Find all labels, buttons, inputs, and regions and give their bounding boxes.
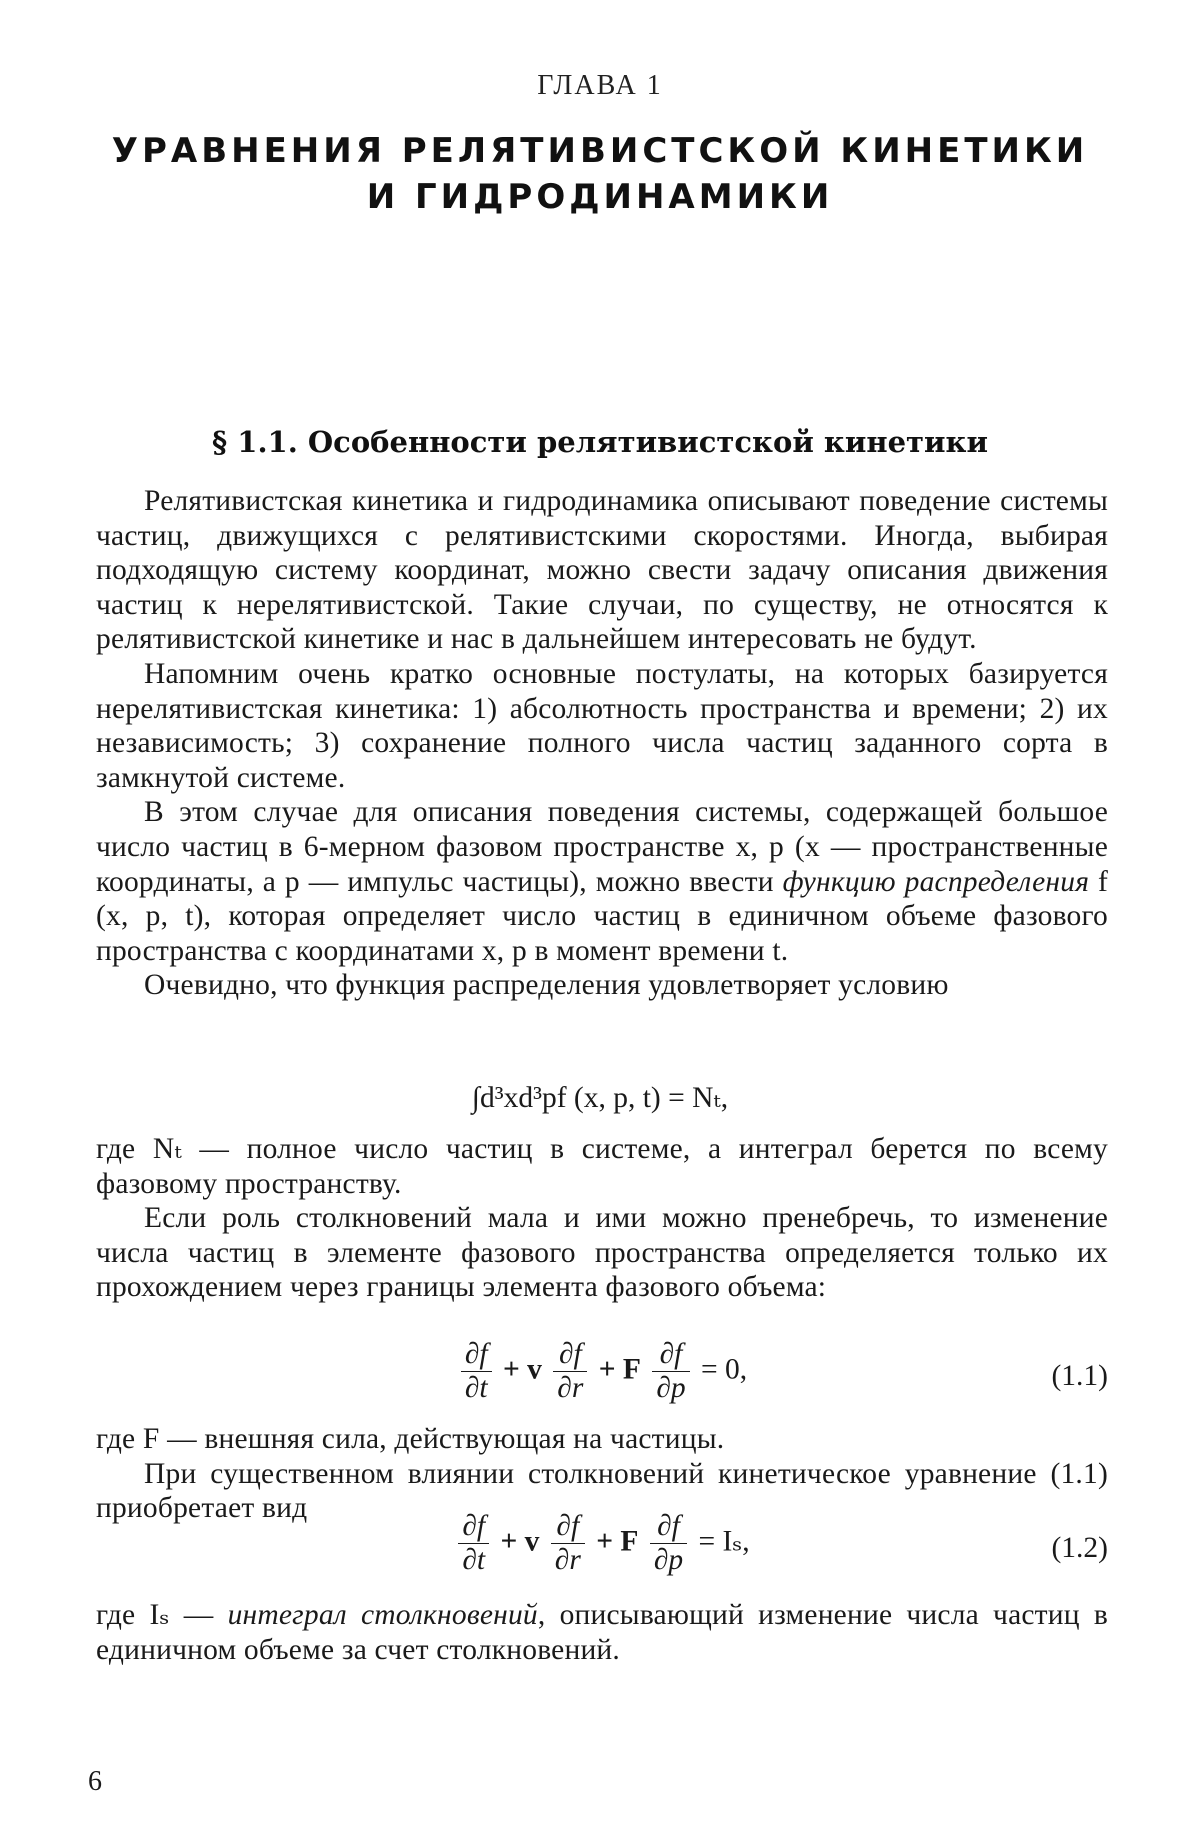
emphasis-term: функцию распределения bbox=[782, 865, 1090, 898]
paragraph-where-nt: где Nₜ — полное число частиц в системе, а интеграл берется по всему фазовому пространству. bbox=[96, 1133, 1108, 1200]
text-block-4 bbox=[96, 1598, 1108, 1667]
paragraph-text: f (x, p, t), которая определяет число частиц в единичном объеме фазового пространства с координатами x, p в момент времени t. bbox=[96, 865, 1109, 967]
chapter-title-line-2: И ГИДРОДИНАМИКИ bbox=[366, 177, 834, 217]
page-number: 6 bbox=[88, 1766, 102, 1797]
equation-body bbox=[96, 1510, 1108, 1577]
equation-rhs: = 0, bbox=[701, 1353, 748, 1386]
equation-1-1 bbox=[96, 1338, 1108, 1428]
integral-formula: ∫d³xd³pf (x, p, t) = Nₜ, bbox=[471, 1082, 729, 1114]
fraction: $\frac{\partial f}{\partial t}$ bbox=[458, 1510, 489, 1577]
paragraph-intro: Релятивистская кинетика и гидродинамика описывают поведение системы частиц, движущихся с релятивистскими скоростями. Иногда, выбирая подходящую систему координат, можно свести задачу описания движения частиц к нерелятивистской. Такие случаи, по существу, не относятся к релятивистской кинетике и нас в дальнейшем интересовать не будут. bbox=[96, 485, 1108, 656]
section-heading: § 1.1. Особенности релятивистской кинетики bbox=[212, 425, 988, 459]
chapter-title bbox=[0, 128, 1200, 220]
paragraph-text: В этом случае для описания поведения системы, содержащей большое число частиц в 6-мерном фазовом пространстве x, p (x — пространственные координаты, а p — импульс частицы), можно ввести bbox=[96, 796, 1108, 898]
text-block-1 bbox=[96, 484, 1108, 1003]
equation-body bbox=[96, 1338, 1108, 1405]
fraction: $\frac{\partial f}{\partial t}$ bbox=[461, 1338, 492, 1405]
equation-number: (1.2) bbox=[1051, 1532, 1108, 1564]
term-f: + F bbox=[598, 1353, 641, 1386]
equation-number: (1.1) bbox=[1051, 1360, 1108, 1392]
term-v: + v bbox=[500, 1525, 540, 1558]
fraction: $\frac{\partial f}{\partial r}$ bbox=[551, 1510, 585, 1577]
text-block-2 bbox=[96, 1132, 1108, 1305]
term-f: + F bbox=[596, 1525, 639, 1558]
equation-rhs: = Iₛ, bbox=[698, 1525, 750, 1558]
paragraph-condition: Очевидно, что функция распределения удовлетворяет условию bbox=[144, 969, 949, 1002]
chapter-heading: ГЛАВА 1 bbox=[537, 70, 663, 101]
paragraph-postulates: Напомним очень кратко основные постулаты, на которых базируется нерелятивистская кинетика: 1) абсолютность пространства и времени; 2) их независимость; 3) сохранение полного числа частиц заданного сорта в замкнутой системе. bbox=[96, 657, 1108, 794]
paragraph-where-f: где F — внешняя сила, действующая на частицы. bbox=[96, 1423, 725, 1455]
fraction: $\frac{\partial f}{\partial p}$ bbox=[650, 1510, 687, 1577]
chapter-title-line-1: УРАВНЕНИЯ РЕЛЯТИВИСТСКОЙ КИНЕТИКИ bbox=[111, 131, 1089, 171]
paragraph-text: , описывающий изменение числа частиц в единичном объеме за счет столкновений. bbox=[96, 1599, 1108, 1666]
paragraph-collisionless: Если роль столкновений мала и ими можно пренебречь, то изменение числа частиц в элементе фазового пространства определяется только их прохождением через границы элемента фазового объема: bbox=[96, 1202, 1108, 1304]
paragraph-distribution-function bbox=[96, 795, 1108, 968]
paragraph-text: где Iₛ — bbox=[96, 1599, 228, 1631]
paragraph-collisions: При существенном влиянии столкновений кинетическое уравнение (1.1) приобретает вид bbox=[96, 1457, 1108, 1525]
emphasis-term: интеграл столкновений bbox=[227, 1599, 538, 1631]
equation-1-2 bbox=[96, 1510, 1108, 1600]
fraction: $\frac{\partial f}{\partial r}$ bbox=[553, 1338, 587, 1405]
term-v: + v bbox=[502, 1353, 542, 1386]
fraction: $\frac{\partial f}{\partial p}$ bbox=[652, 1338, 689, 1405]
paragraph-collision-integral bbox=[96, 1598, 1108, 1667]
